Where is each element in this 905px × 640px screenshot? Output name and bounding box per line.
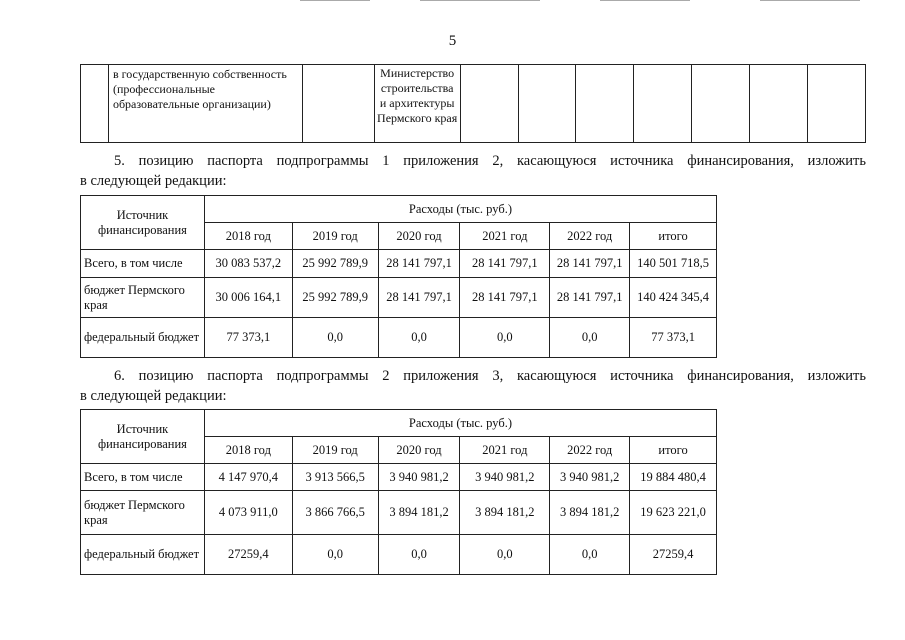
fragment-object-text: в государственную собственность (профессиональные образовательные организации)	[108, 65, 302, 143]
fragment-cell-empty	[634, 65, 692, 143]
page-number: 5	[448, 33, 457, 49]
year-header: 2019 год	[292, 223, 378, 250]
table-row	[81, 278, 717, 318]
value-cell: 30 006 164,1	[204, 278, 292, 318]
total-cell: 140 501 718,5	[630, 250, 717, 278]
expenses-header: Расходы (тыс. руб.)	[204, 410, 716, 437]
fragment-cell-empty	[81, 65, 109, 143]
fragment-cell-empty	[460, 65, 518, 143]
total-cell: 140 424 345,4	[630, 278, 717, 318]
fragment-cell-empty	[518, 65, 576, 143]
table-row	[81, 464, 717, 491]
value-cell: 0,0	[292, 535, 378, 575]
value-cell: 28 141 797,1	[550, 250, 630, 278]
fragment-cell-empty	[302, 65, 374, 143]
paragraph-6	[80, 366, 866, 406]
value-cell: 25 992 789,9	[292, 250, 378, 278]
fragment-cell-empty	[692, 65, 750, 143]
row-label: Всего, в том числе	[81, 464, 205, 491]
row-label: бюджет Пермского края	[81, 491, 205, 535]
value-cell: 0,0	[292, 318, 378, 358]
value-cell: 25 992 789,9	[292, 278, 378, 318]
value-cell: 28 141 797,1	[460, 250, 550, 278]
value-cell: 30 083 537,2	[204, 250, 292, 278]
value-cell: 4 147 970,4	[204, 464, 292, 491]
source-header: Источник финансирования	[81, 410, 205, 464]
value-cell: 0,0	[550, 535, 630, 575]
fragment-cell-empty	[576, 65, 634, 143]
year-header: 2021 год	[460, 223, 550, 250]
finance-table-subprogram-2	[80, 409, 717, 575]
year-header: 2019 год	[292, 437, 378, 464]
row-label: бюджет Пермского края	[81, 278, 205, 318]
value-cell: 3 866 766,5	[292, 491, 378, 535]
year-header: 2020 год	[378, 223, 460, 250]
table-row	[81, 491, 717, 535]
table-row	[81, 535, 717, 575]
value-cell: 0,0	[460, 318, 550, 358]
value-cell: 28 141 797,1	[378, 250, 460, 278]
total-cell: 19 623 221,0	[630, 491, 717, 535]
total-cell: 19 884 480,4	[630, 464, 717, 491]
expenses-header: Расходы (тыс. руб.)	[204, 196, 716, 223]
row-label: федеральный бюджет	[81, 318, 205, 358]
value-cell: 0,0	[460, 535, 550, 575]
total-cell: 27259,4	[630, 535, 717, 575]
row-label: федеральный бюджет	[81, 535, 205, 575]
row-label: Всего, в том числе	[81, 250, 205, 278]
value-cell: 3 913 566,5	[292, 464, 378, 491]
value-cell: 28 141 797,1	[550, 278, 630, 318]
fragment-cell-empty	[808, 65, 866, 143]
value-cell: 0,0	[550, 318, 630, 358]
value-cell: 28 141 797,1	[460, 278, 550, 318]
table-row	[81, 318, 717, 358]
value-cell: 0,0	[378, 535, 460, 575]
value-cell: 3 940 981,2	[550, 464, 630, 491]
value-cell: 3 940 981,2	[460, 464, 550, 491]
finance-table-subprogram-1	[80, 195, 717, 358]
fragment-agency-text: Министерство строительства и архитектуры Пермского края	[374, 65, 460, 143]
paragraph-5-line-2: в следующей редакции:	[80, 173, 227, 189]
continued-table-fragment	[80, 64, 866, 143]
paragraph-6-line-2: в следующей редакции:	[80, 388, 227, 404]
scan-top-edge	[0, 0, 905, 1]
fragment-cell-empty	[750, 65, 808, 143]
value-cell: 3 894 181,2	[460, 491, 550, 535]
value-cell: 3 940 981,2	[378, 464, 460, 491]
paragraph-5-line-1: 5. позицию паспорта подпрограммы 1 приложения 2, касающуюся источника финансирования, изложить	[114, 153, 866, 169]
paragraph-5	[80, 151, 866, 191]
total-header: итого	[630, 223, 717, 250]
value-cell: 77 373,1	[204, 318, 292, 358]
value-cell: 0,0	[378, 318, 460, 358]
value-cell: 3 894 181,2	[550, 491, 630, 535]
year-header: 2022 год	[550, 223, 630, 250]
total-cell: 77 373,1	[630, 318, 717, 358]
year-header: 2018 год	[204, 223, 292, 250]
value-cell: 28 141 797,1	[378, 278, 460, 318]
year-header: 2021 год	[460, 437, 550, 464]
table-row	[81, 250, 717, 278]
value-cell: 27259,4	[204, 535, 292, 575]
value-cell: 4 073 911,0	[204, 491, 292, 535]
source-header: Источник финансирования	[81, 196, 205, 250]
year-header: 2018 год	[204, 437, 292, 464]
year-header: 2022 год	[550, 437, 630, 464]
year-header: 2020 год	[378, 437, 460, 464]
value-cell: 3 894 181,2	[378, 491, 460, 535]
total-header: итого	[630, 437, 717, 464]
paragraph-6-line-1: 6. позицию паспорта подпрограммы 2 приложения 3, касающуюся источника финансирования, изложить	[114, 368, 866, 384]
